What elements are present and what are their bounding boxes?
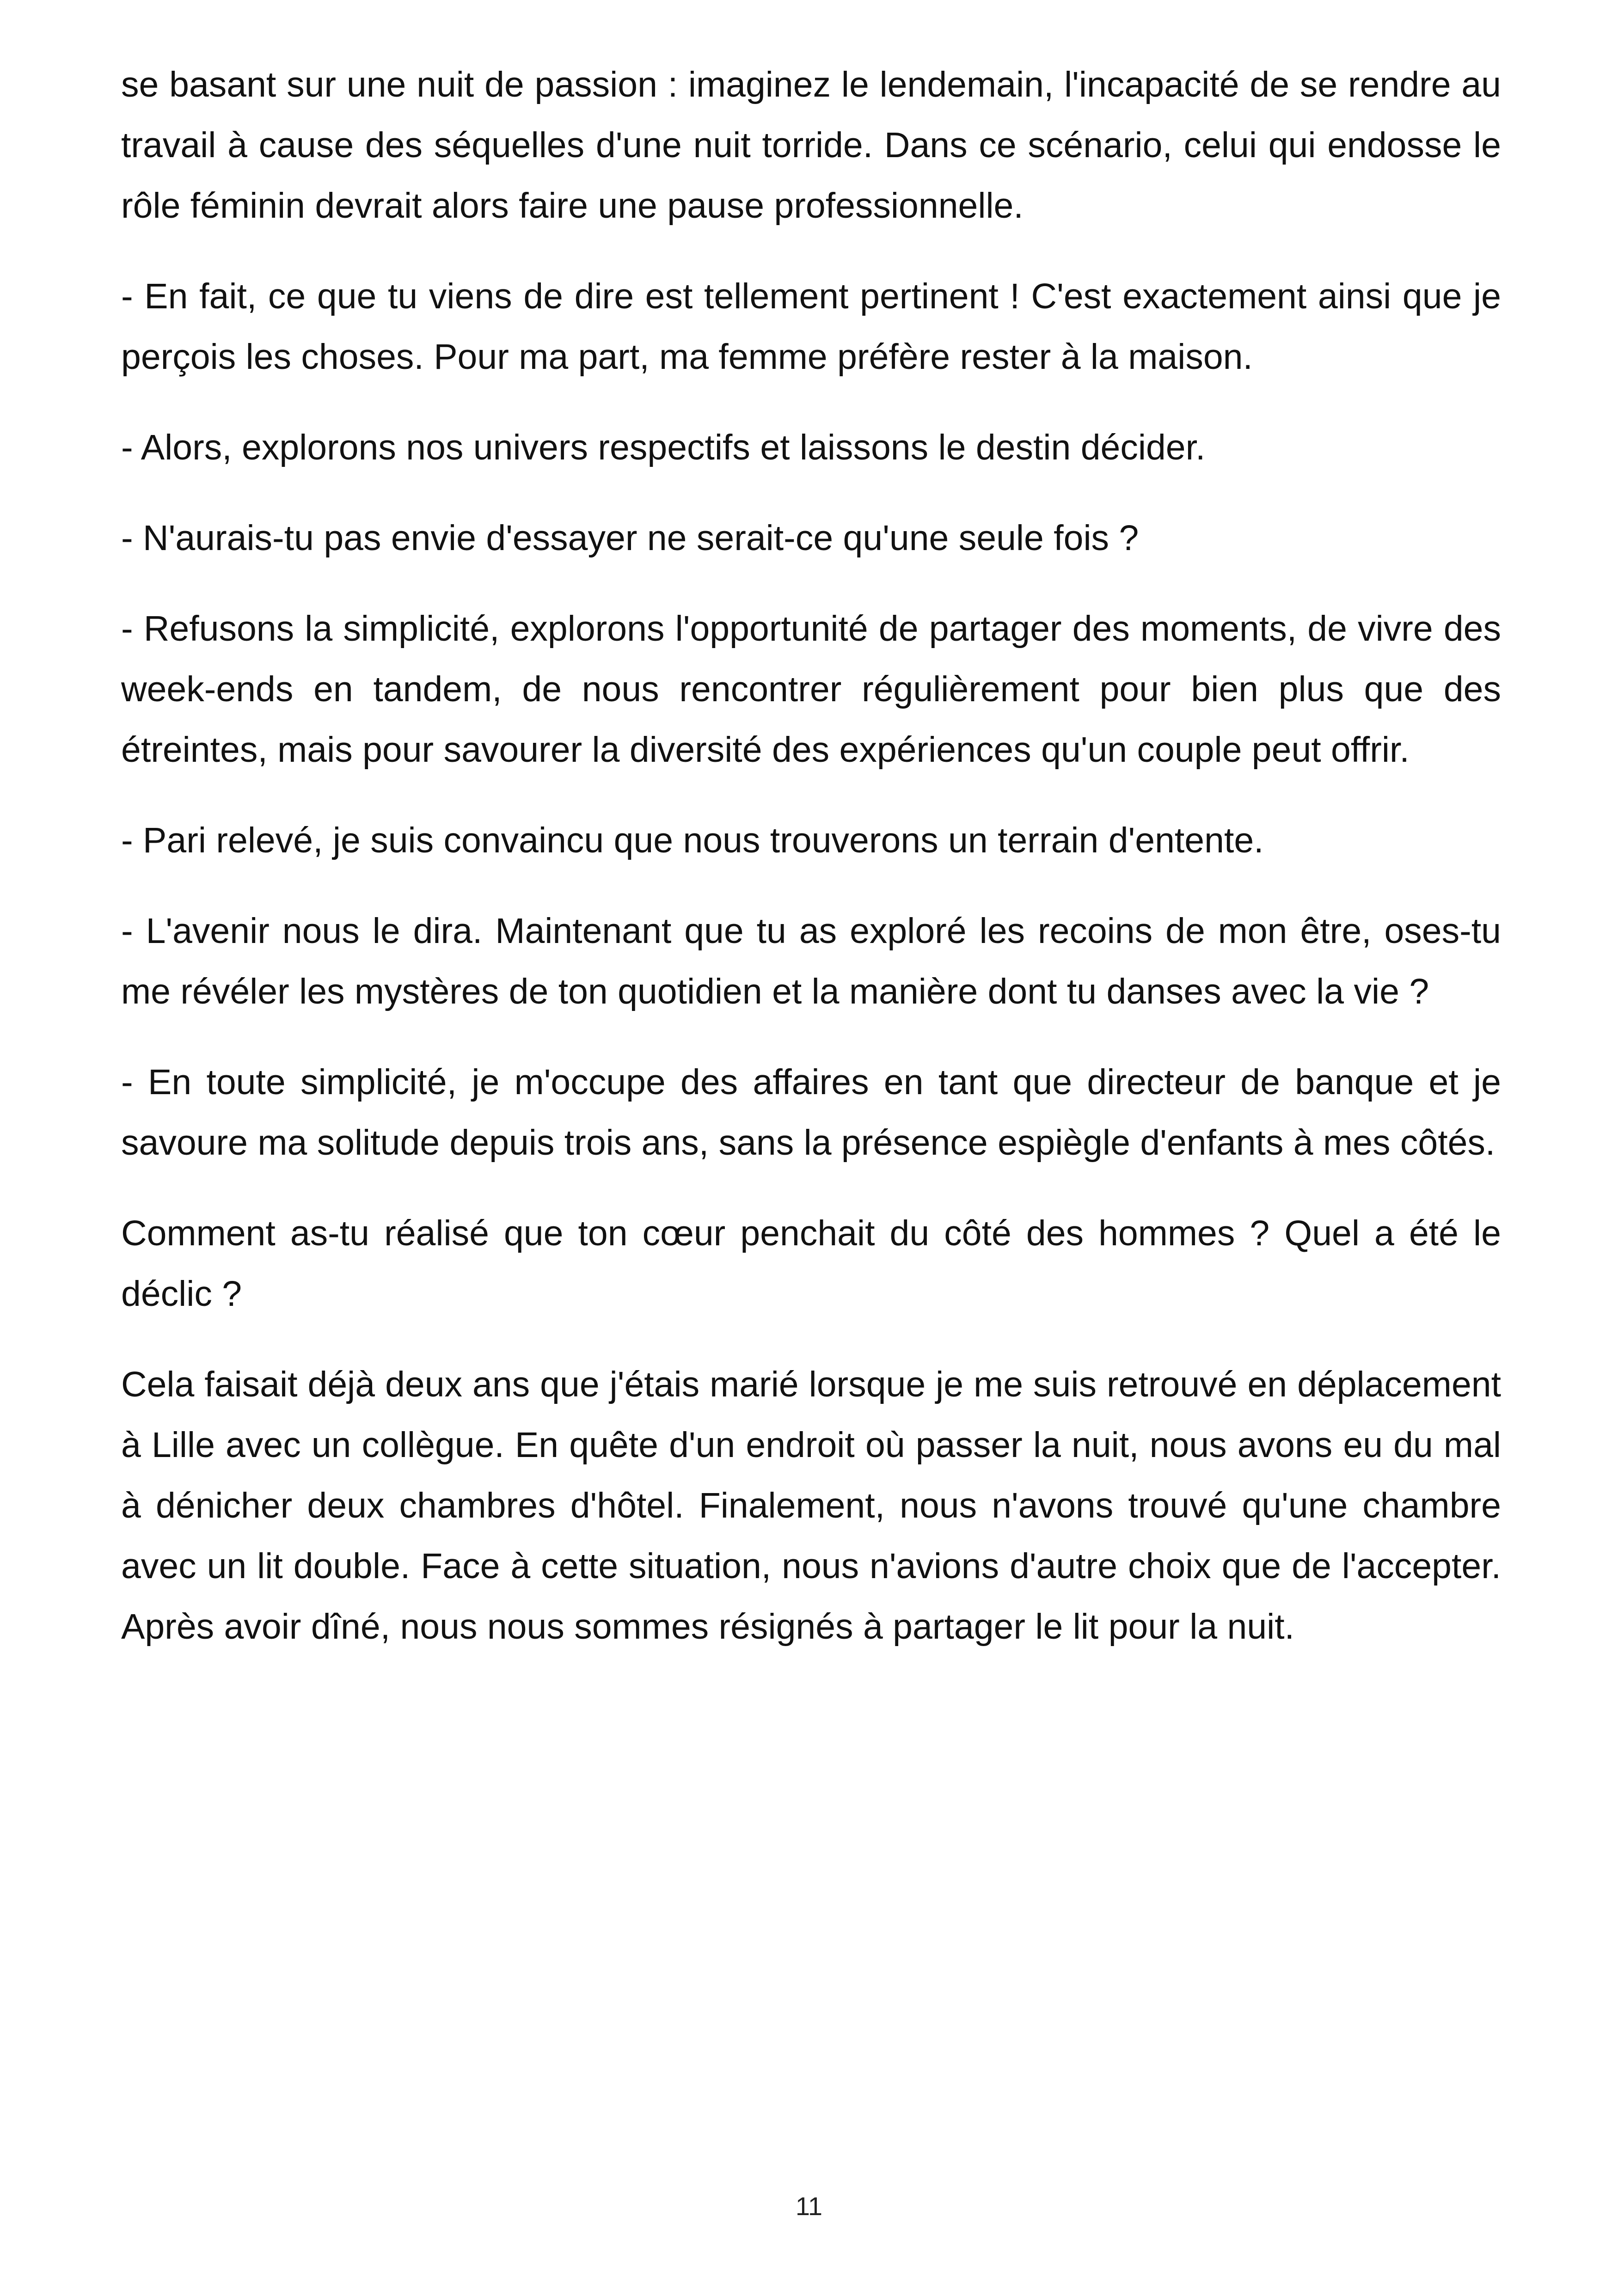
body-text [121, 55, 1501, 1687]
paragraph: - Pari relevé, je suis convaincu que nous trouverons un terrain d'entente. [121, 820, 1264, 860]
paragraph: se basant sur une nuit de passion : imaginez le lendemain, l'incapacité de se rendre au travail à cause des séquelles d'une nuit torride. Dans ce scénario, celui qui endosse le rôle féminin devrait alors faire une pause professionnelle. [121, 65, 1501, 226]
paragraph: - En toute simplicité, je m'occupe des affaires en tant que directeur de banque et je savoure ma solitude depuis trois ans, sans la présence espiègle d'enfants à mes côtés. [121, 1062, 1501, 1163]
paragraph: - Alors, explorons nos univers respectifs et laissons le destin décider. [121, 428, 1206, 467]
page-number: 11 [795, 2192, 823, 2221]
paragraph: - Refusons la simplicité, explorons l'opportunité de partager des moments, de vivre des week-ends en tandem, de nous rencontrer régulièrement pour bien plus que des étreintes, mais pour savourer la diversité des expériences qu'un couple peut offrir. [121, 609, 1501, 770]
paragraph: - En fait, ce que tu viens de dire est tellement pertinent ! C'est exactement ainsi que je perçois les choses. Pour ma part, ma femme préfère rester à la maison. [121, 276, 1501, 377]
paragraph: Comment as-tu réalisé que ton cœur penchait du côté des hommes ? Quel a été le déclic ? [121, 1213, 1501, 1314]
paragraph: - L'avenir nous le dira. Maintenant que tu as exploré les recoins de mon être, oses-tu me révéler les mystères de ton quotidien et la manière dont tu danses avec la vie ? [121, 911, 1501, 1011]
paragraph: Cela faisait déjà deux ans que j'étais marié lorsque je me suis retrouvé en déplacement à Lille avec un collègue. En quête d'un endroit où passer la nuit, nous avons eu du mal à dénicher deux chambres d'hôtel. Finalement, nous n'avons trouvé qu'une chambre avec un lit double. Face à cette situation, nous n'avions d'autre choix que de l'accepter. Après avoir dîné, nous nous sommes résignés à partager le lit pour la nuit. [121, 1365, 1501, 1647]
paragraph: - N'aurais-tu pas envie d'essayer ne serait-ce qu'une seule fois ? [121, 518, 1139, 558]
